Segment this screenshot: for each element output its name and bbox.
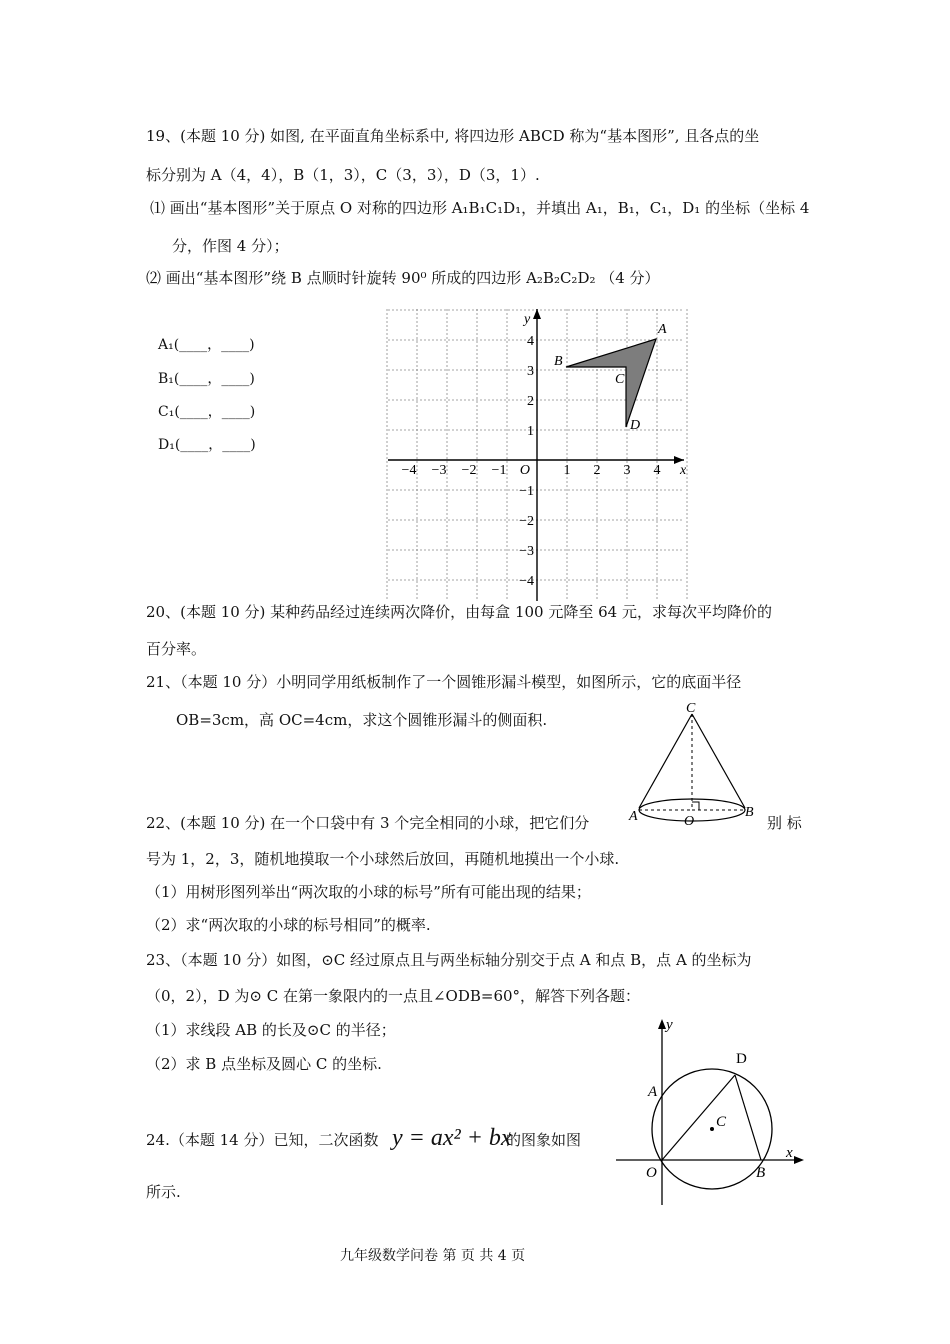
- q22-part2: （2）求“两次取的小球的标号相同”的概率.: [146, 916, 431, 934]
- q20-line2: 百分率。: [146, 640, 207, 658]
- x-tick-label: −3: [431, 463, 447, 478]
- circle-y-label: y: [666, 1017, 673, 1033]
- q19-part2: ⑵ 画出“基本图形”绕 B 点顺时针旋转 90⁰ 所成的四边形 A₂B₂C₂D₂ （4 分）: [146, 269, 660, 287]
- q23-part1: （1）求线段 AB 的长及⊙C 的半径；: [146, 1021, 396, 1039]
- cone-b-label: B: [745, 805, 754, 820]
- y-tick-label: 1: [527, 424, 534, 439]
- q19-line2: 标分别为 A（4，4），B（1，3），C（3，3），D（3，1）.: [146, 166, 540, 184]
- blank-b1: B₁(____，____): [158, 371, 255, 387]
- cone-figure: [626, 700, 760, 828]
- x-tick-label: −4: [401, 463, 417, 478]
- blank-c1: C₁(____，____): [158, 404, 256, 420]
- y-tick-label: −1: [519, 484, 534, 499]
- x-tick-label: 4: [653, 463, 661, 478]
- y-tick-label: 2: [527, 394, 534, 409]
- q19-part1-line1: ⑴ 画出“基本图形”关于原点 O 对称的四边形 A₁B₁C₁D₁，并填出 A₁，B₁，C₁，D₁ 的坐标（坐标 4: [150, 199, 810, 217]
- q22-line1-tail: 别 标: [767, 814, 802, 832]
- q21-line1: 21、（本题 10 分）小明同学用纸板制作了一个圆锥形漏斗模型，如图所示，它的底面半径: [146, 673, 742, 691]
- coordinate-grid-figure: [384, 305, 690, 603]
- q24-line2: 所示.: [146, 1183, 181, 1201]
- circle-d-label: D: [736, 1051, 747, 1067]
- circle-a-label: A: [648, 1084, 658, 1100]
- blank-a1: A₁(____，____): [158, 337, 255, 353]
- q22-line1: 22、(本题 10 分) 在一个口袋中有 3 个完全相同的小球，把它们分: [146, 814, 590, 832]
- x-tick-label: 1: [563, 463, 571, 478]
- x-tick-label: 2: [593, 463, 601, 478]
- x-tick-label: −1: [491, 463, 507, 478]
- y-tick-label: 3: [527, 364, 534, 379]
- x-tick-label: 3: [623, 463, 631, 478]
- origin-label: O: [519, 463, 530, 478]
- point-d-label: D: [630, 418, 641, 433]
- q19-part1-line2: 分，作图 4 分）；: [172, 237, 289, 255]
- basic-shape-abcd: [566, 339, 656, 427]
- y-tick-label: −3: [519, 544, 534, 559]
- y-axis-label: y: [524, 312, 531, 327]
- circle-o-label: O: [646, 1165, 657, 1181]
- point-a-label: A: [658, 322, 667, 337]
- circle-center-label: C: [716, 1114, 727, 1130]
- cone-o-label: O: [684, 814, 695, 828]
- cone-apex-label: C: [686, 701, 696, 716]
- cone-a-label: A: [629, 809, 638, 824]
- x-tick-label: −2: [461, 463, 477, 478]
- circle-x-label: x: [786, 1145, 793, 1161]
- q21-line2: OB=3cm，高 OC=4cm，求这个圆锥形漏斗的侧面积.: [176, 711, 548, 729]
- y-axis: [533, 309, 541, 601]
- circle-figure: [608, 1015, 808, 1210]
- q20-line1: 20、(本题 10 分) 某种药品经过连续两次降价，由每盒 100 元降至 64 元，求每次平均降价的: [146, 603, 772, 621]
- circle-b-label: B: [756, 1165, 766, 1181]
- y-tick-label: −4: [519, 574, 534, 589]
- q19-line1: 19、(本题 10 分) 如图, 在平面直角坐标系中, 将四边形 ABCD 称为“基本图形”, 且各点的坐: [146, 127, 760, 145]
- blank-d1: D₁(____，____): [158, 437, 256, 453]
- q23-line1: 23、（本题 10 分）如图，⊙C 经过原点且与两坐标轴分别交于点 A 和点 B，点 A 的坐标为: [146, 951, 752, 969]
- y-tick-label: 4: [527, 334, 534, 349]
- point-c-label: C: [615, 372, 625, 387]
- point-b-label: B: [554, 354, 563, 369]
- q23-part2: （2）求 B 点坐标及圆心 C 的坐标.: [146, 1055, 382, 1073]
- q22-line2: 号为 1，2，3，随机地摸取一个小球然后放回，再随机地摸出一个小球.: [146, 850, 620, 868]
- q24-tail: 的图象如图: [506, 1131, 582, 1149]
- q23-line2: （0，2），D 为⊙ C 在第一象限内的一点且∠ODB=60°，解答下列各题：: [146, 987, 641, 1005]
- q24-formula: y = ax² + bx: [392, 1125, 512, 1151]
- page-footer: 九年级数学问卷 第 页 共 4 页: [340, 1248, 526, 1264]
- y-tick-label: −2: [519, 514, 534, 529]
- x-axis-label: x: [680, 463, 687, 478]
- q22-part1: （1）用树形图列举出“两次取的小球的标号”所有可能出现的结果；: [146, 883, 591, 901]
- q24-intro: 24.（本题 14 分）已知，二次函数: [146, 1131, 379, 1149]
